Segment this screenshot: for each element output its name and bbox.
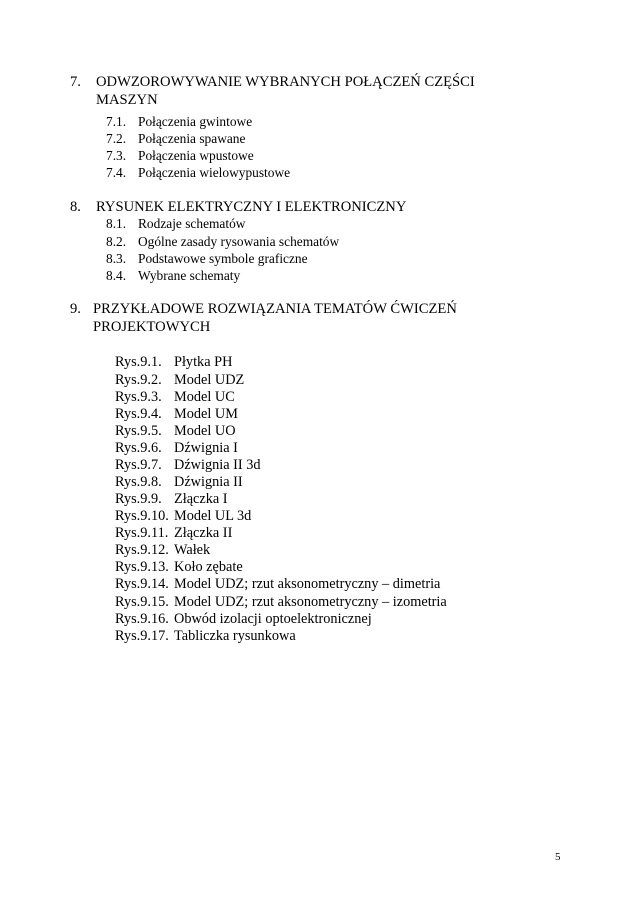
page-number: 5 [555,851,561,863]
figure-number: Rys.9.2. [115,372,162,388]
figure-number: Rys.9.1. [115,354,162,370]
figure-number: Rys.9.5. [115,423,162,439]
item-title: Wybrane schematy [138,268,241,283]
figure-title: Model UL 3d [174,508,252,524]
item-number: 8.3. [106,251,127,266]
figure-title: Model UO [174,423,236,439]
section-9-heading-cont [93,319,210,335]
figure-title: Dźwignia II [174,474,243,490]
figure-number: Rys.9.17. [115,628,169,644]
section-number: 9. [70,301,81,317]
figure-number: Rys.9.4. [115,406,162,422]
figure-number: Rys.9.10. [115,508,169,524]
section-title-continuation: PROJEKTOWYCH [93,319,211,335]
figure-number: Rys.9.15. [115,594,169,610]
figure-number: Rys.9.3. [115,389,162,405]
figure-number: Rys.9.6. [115,440,162,456]
item-number: 7.3. [106,148,127,163]
section-number: 7. [70,74,81,90]
figure-title: Wałek [174,542,211,558]
figure-title: Model UDZ [174,372,245,388]
section-7-heading-cont [96,92,158,108]
figure-title: Dźwignia II 3d [174,457,261,473]
figure-number: Rys.9.14. [115,576,169,592]
figure-title: Tabliczka rysunkowa [174,628,296,644]
figure-title: Model UDZ; rzut aksonometryczny – dimetria [174,576,441,592]
item-number: 7.4. [106,165,127,180]
figure-title: Koło zębate [174,559,243,575]
item-title: Rodzaje schematów [138,216,246,231]
section-title-continuation: MASZYN [96,92,158,108]
figure-number: Rys.9.16. [115,611,169,627]
figure-number: Rys.9.9. [115,491,162,507]
figure-title: Dźwignia I [174,440,238,456]
item-number: 7.1. [106,114,127,129]
figure-number: Rys.9.7. [115,457,162,473]
section-title: PRZYKŁADOWE ROZWIĄZANIA TEMATÓW ĆWICZEŃ [93,301,457,317]
figure-number: Rys.9.12. [115,542,169,558]
item-title: Połączenia wielowypustowe [138,165,291,180]
item-number: 8.1. [106,216,127,231]
figure-number: Rys.9.11. [115,525,169,541]
item-number: 8.4. [106,268,127,283]
item-title: Połączenia gwintowe [138,114,253,129]
item-number: 7.2. [106,131,127,146]
figure-title: Model UC [174,389,235,405]
figure-title: Obwód izolacji optoelektronicznej [174,611,372,627]
figure-number: Rys.9.13. [115,559,169,575]
item-title: Połączenia wpustowe [138,148,254,163]
figure-title: Model UDZ; rzut aksonometryczny – izometria [174,594,447,610]
figure-title: Złączka II [174,525,233,541]
section-title: RYSUNEK ELEKTRYCZNY I ELEKTRONICZNY [96,199,407,215]
item-number: 8.2. [106,234,127,249]
item-title: Podstawowe symbole graficzne [138,251,308,266]
section-title: ODWZOROWYWANIE WYBRANYCH POŁĄCZEŃ CZĘŚCI [96,74,475,90]
figure-title: Płytka PH [174,354,233,370]
section-number: 8. [70,199,81,215]
item-title: Połączenia spawane [138,131,246,146]
item-title: Ogólne zasady rysowania schematów [138,234,340,249]
figure-title: Model UM [174,406,238,422]
figure-title: Złączka I [174,491,228,507]
figure-number: Rys.9.8. [115,474,162,490]
